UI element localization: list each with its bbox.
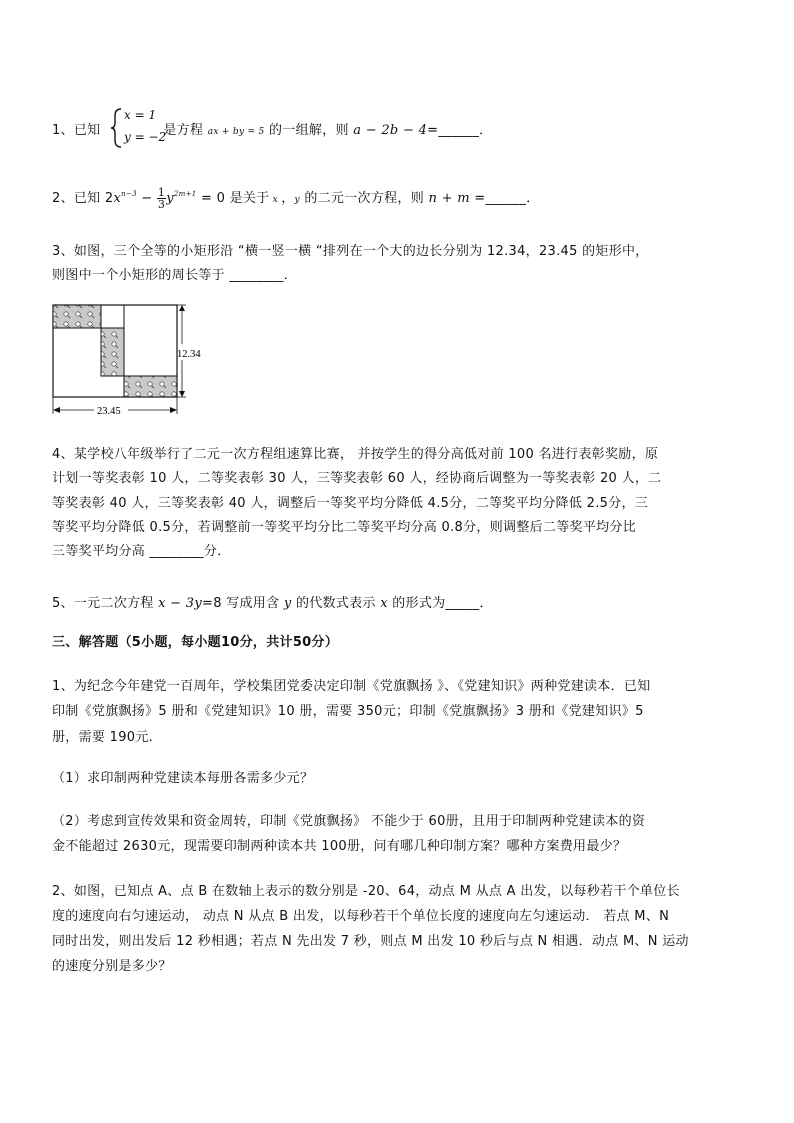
width-label: 23.45 bbox=[97, 406, 121, 417]
q5-prefix: 5、一元二次方程 bbox=[52, 596, 159, 611]
q1-prefix: 1、已知 bbox=[52, 123, 101, 138]
q1-row-2: y = −2 bbox=[124, 130, 167, 144]
p1-line-2: 印制《党旗飘扬》5 册和《党建知识》10 册，需要 350元；印制《党旗飘扬》3 册和《党建知识》5 bbox=[52, 704, 644, 719]
q4-line-2: 计划一等奖表彰 10 人，二等奖表彰 30 人，三等奖表彰 60 人，经协商后调整为一等奖表彰 20 人，二 bbox=[52, 471, 662, 486]
p2-line-2: 度的速度向右匀速运动， 动点 N 从点 B 出发，以每秒若干个单位长度的速度向左匀速运动． 若点 M、N bbox=[52, 909, 670, 924]
q5-mid: 的代数式表示 bbox=[291, 596, 381, 611]
q2-var-y: y bbox=[294, 195, 300, 205]
p1-line-1: 1、为纪念今年建党一百周年，学校集团党委决定印制《党旗飘扬 》、《党建知识》两种党建读本．已知 bbox=[52, 679, 651, 694]
left-brace-icon bbox=[110, 108, 124, 148]
q2-comma: ， bbox=[281, 191, 295, 206]
question-5 bbox=[52, 592, 493, 611]
q5-var-x: x bbox=[380, 596, 388, 611]
q2-fraction bbox=[157, 187, 166, 210]
height-label: 12.34 bbox=[177, 349, 201, 360]
q2-expr: n + m bbox=[424, 191, 475, 206]
q2-y-exponent: 2m+1 bbox=[173, 190, 197, 198]
q1-suffix: 的一组解，则 bbox=[268, 123, 349, 138]
q2-tail: =______． bbox=[474, 191, 540, 206]
q2-y-var: y bbox=[166, 191, 174, 206]
q5-equation: x − 3y bbox=[158, 596, 203, 611]
q1-equation: ax + by = 5 bbox=[207, 127, 265, 137]
q4-line-3: 等奖表彰 40 人，三等奖表彰 40 人，调整后一等奖平均分降低 4.5分，二等奖平均分降低 2.5分，三 bbox=[52, 496, 649, 511]
section-3-heading: 三、解答题（5小题，每小题10分，共计50分） bbox=[52, 635, 339, 650]
q1-row-1: x = 1 bbox=[124, 108, 157, 122]
p1-sub-2-line-2: 金不能超过 2630元，现需要印制两种读本共 100册，问有哪几种印制方案？哪种方案费用最少？ bbox=[52, 839, 627, 854]
q3-line-1: 3、如图，三个全等的小矩形沿 “横一竖一横 “排列在一个大的边长分别为 12.34，23.45 的矩形中， bbox=[52, 244, 649, 259]
q1-tail: =______． bbox=[427, 123, 493, 138]
q2-var-x: x bbox=[269, 195, 282, 205]
q2-mid: 的二元一次方程，则 bbox=[299, 191, 425, 206]
p1-sub-2-line-1: （2）考虑到宣传效果和资金周转，印制《党旗飘扬》 不能少于 60册，且用于印制两种党建读本的资 bbox=[52, 814, 646, 829]
q5-eq-tail: =8 写成用含 bbox=[202, 596, 284, 611]
q1-equation-system bbox=[110, 108, 170, 148]
q4-line-5: 三等奖平均分高 ________分． bbox=[52, 544, 231, 559]
q5-var-y: y bbox=[283, 596, 292, 611]
small-rectangle-top bbox=[53, 305, 101, 328]
p2-line-1: 2、如图，已知点 A、点 B 在数轴上表示的数分别是 -20、64，动点 M 从点 A 出发，以每秒若干个单位长 bbox=[52, 884, 680, 899]
q1-mid: 是方程 bbox=[163, 123, 204, 138]
p2-line-3: 同时出发，则出发后 12 秒相遇；若点 N 先出发 7 秒，则点 M 出发 10 秒后与点 N 相遇．动点 M、N 运动 bbox=[52, 934, 689, 949]
q4-line-1: 4、某学校八年级举行了二元一次方程组速算比赛， 并按学生的得分高低对前 100 名进行表彰奖励，原 bbox=[52, 447, 659, 462]
q2-eq: = 0 是关于 bbox=[196, 191, 270, 206]
p1-sub-1: （1）求印制两种党建读本每册各需多少元？ bbox=[52, 771, 314, 786]
q2-minus: − bbox=[136, 191, 157, 206]
q2-x-var: x bbox=[113, 191, 122, 206]
q5-tail: 的形式为_____． bbox=[387, 596, 493, 611]
q3-rectangle-figure bbox=[50, 300, 220, 420]
p2-line-4: 的速度分别是多少？ bbox=[52, 959, 172, 974]
q2-prefix: 2、已知 2 bbox=[52, 191, 114, 206]
small-rectangle-bottom bbox=[124, 376, 177, 397]
q1-expr: a − 2b − 4 bbox=[353, 123, 428, 138]
q2-frac-num: 1 bbox=[157, 186, 166, 199]
p1-line-3: 册，需要 190元． bbox=[52, 730, 162, 745]
small-rectangle-middle bbox=[101, 328, 124, 376]
question-2 bbox=[52, 187, 540, 210]
q2-frac-den: 3 bbox=[157, 198, 166, 211]
q3-line-2: 则图中一个小矩形的周长等于 ________． bbox=[52, 268, 298, 283]
q4-line-4: 等奖平均分降低 0.5分，若调整前一等奖平均分比二等奖平均分高 0.8分，则调整后二等奖平均分比 bbox=[52, 520, 637, 535]
q2-x-exponent: n−3 bbox=[121, 190, 137, 198]
